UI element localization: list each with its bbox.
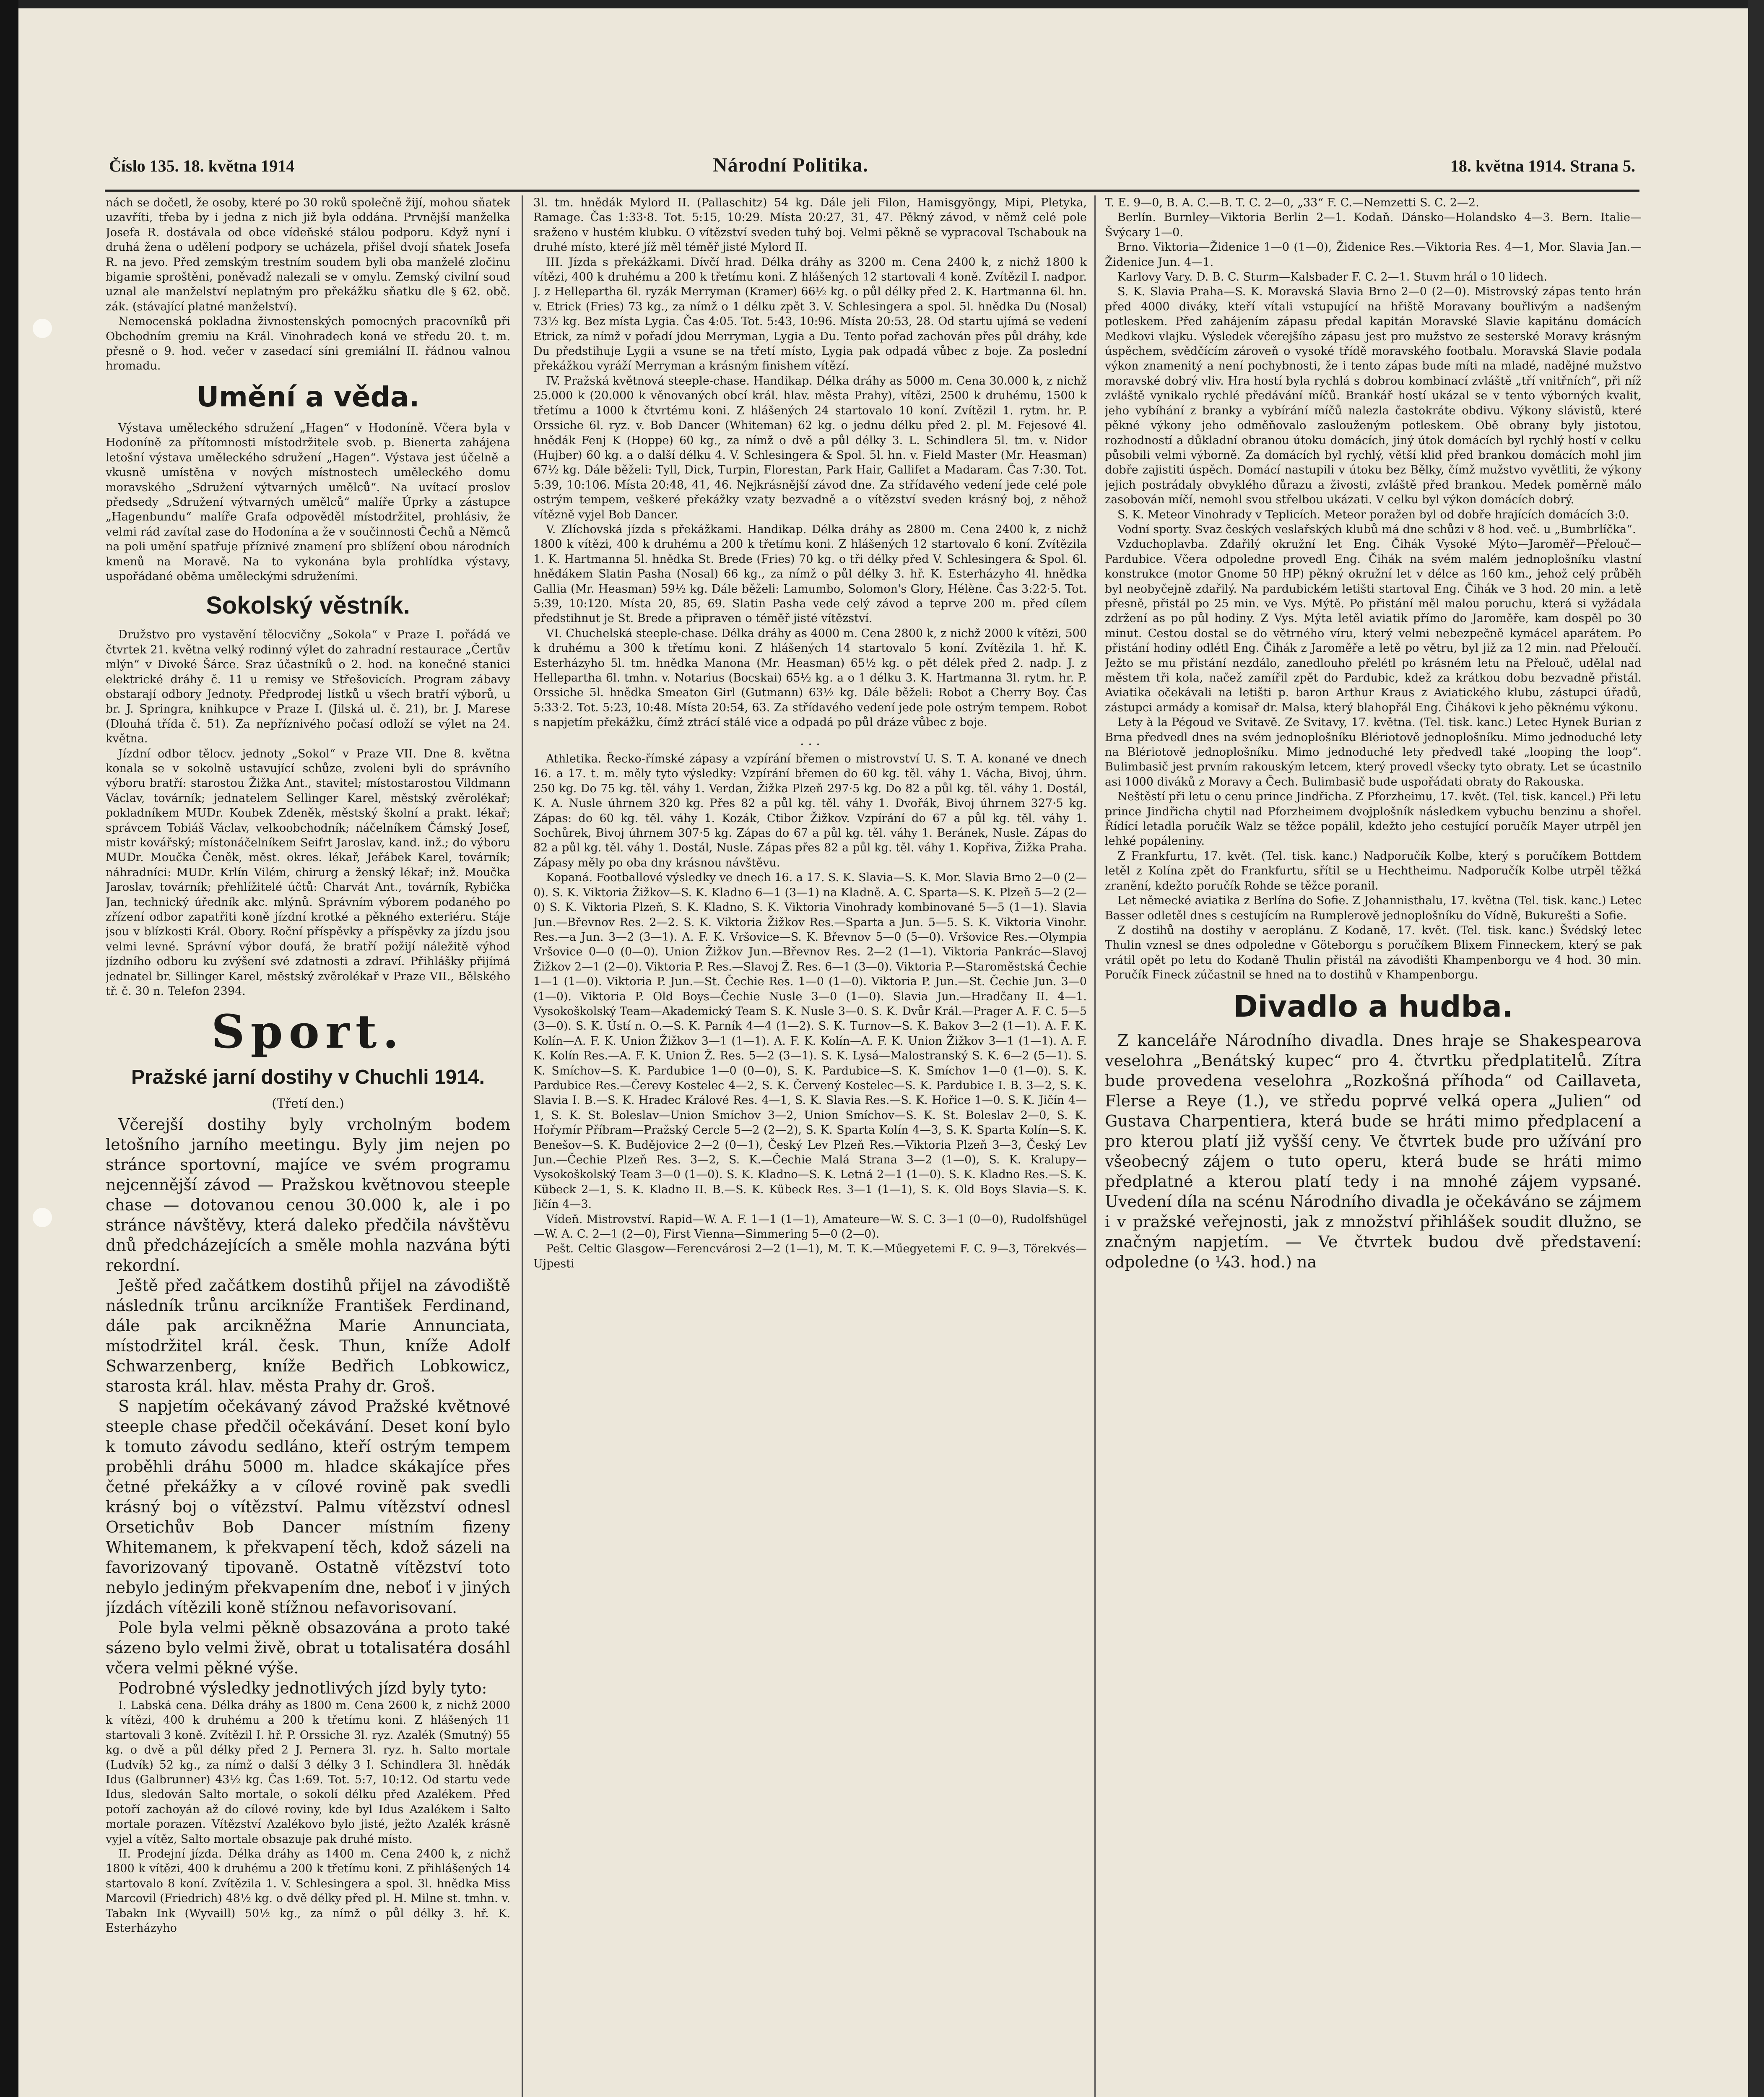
header-rule bbox=[105, 190, 1639, 192]
article-text: Neštěstí při letu o cenu prince Jindřicha. Z Pforzheimu, 17. květ. (Tel. tisk. kancel.) Při letu prince Jindřicha chytil nad Pforzheimem dvojplošník následkem vybuchu benzinu a shořel. Řídící letadla poručík Walz se těžce popálil, kdežto jeho cestující poručík Mayer utrpěl jen lehké popáleniny. bbox=[1105, 790, 1642, 848]
article-text: Vzduchoplavba. Zdařilý okružní let Eng. Čihák Vysoké Mýto—Jaroměř—Přelouč—Pardubice. Včera odpoledne provedl Eng. Čihák na svém malém jednoplošníku vlastní konstrukce (motor Gnome 50 HP) pěkný okružní let v délce as 160 km., jehož celý průběh byl neobyčejně zdařilý. Na pardubickém letišti startoval Eng. Čihák ve 3 hod. 20 min. a letě přesně, přistál po 25 min. ve Vys. Mýtě. Po přistání měl malou poruchu, která si vyžádala zdržení as po půl hodiny. Z Vys. Mýta letěl aviatik přímo do Jaroměře, kam dospěl po 30 minut. Cestou dostal se do větrného víru, který velmi nebezpečně kymácel aparátem. Po přistání hodiny odlétl Eng. Čihák z Jaroměře a letě po větru, byl již za 12 min. nad Přeloučí. Ježto se mu přistání nezdálo, zanedlouho přelétl po krásném letu na Přelouč, udělal nad městem tři kola, načež zamířil zpět do Pardubic, kdež za krátkou dobu bezvadně přistál. Aviatika očekávali na letišti p. baron Arthur Kraus z Aviatického klubu, zástupci úřadů, zástupci armády a komisař dr. Malsa, který blahopřál Eng. Čihákovi k jeho pěknému výkonu. bbox=[1105, 538, 1642, 714]
column-2 bbox=[533, 195, 1087, 2097]
page-header bbox=[109, 156, 1635, 185]
article-text: Karlovy Vary. D. B. C. Sturm—Kalsbader F. C. 2—1. Stuvm hrál o 10 lidech. bbox=[1117, 271, 1548, 284]
section-heading-sport: Sport. bbox=[211, 1004, 405, 1059]
scan-edge-left bbox=[0, 0, 18, 2097]
article-text: Nemocenská pokladna živnostenských pomocných pracovníků při Obchodním gremiu na Král. Vinohradech koná ve středu 20. t. m. přesně o 9. hod. večer v zasedací síni gremiální II. řádnou valnou hromadu. bbox=[106, 315, 510, 373]
punch-hole bbox=[33, 1208, 52, 1227]
article-lead: S napjetím očekávaný závod Pražské květnové steeple chase předčil očekávání. Deset koní bylo k tomuto závodu sedláno, kteří ostrým tempem proběhli dráhu 5000 m. hladce skákajíce přes četné překážky a v cílové rovině pak svedli krásný boj o vítězství. Palmu vítězství odnesl Orsetichův Bob Dancer místním fizeny Whitemanem, k překvapení těch, kdož sázeli na favorizovaný tipovaně. Ostatně vítězství toto nebylo jediným překvapením dne, neboť i v jiných jízdách vítězili koně stížnou nefavorisovaní. bbox=[106, 1397, 510, 1617]
section-heading-sokol: Sokolský věstník. bbox=[206, 592, 410, 619]
masthead-title: Národní Politika. bbox=[713, 154, 868, 176]
article-text: Let německé aviatika z Berlína do Sofie. Z Johannisthalu, 17. května (Tel. tisk. kanc.) Letec Basser odletěl dnes s cestujícím na Rumplerově jednoplošníku do Vídně, Bukurešti a Sofie. bbox=[1105, 894, 1642, 922]
article-text: Z dostihů na dostihy v aeroplánu. Z Kodaně, 17. květ. (Tel. tisk. kanc.) Švédský letec Thulin vznesl se dnes odpoledne v Göteborgu s poručíkem Blixem Finneckem, který se pak vrátil opět po letu do Kodaně Thulin přistál na závodišti Khampenborgu ve 4 hod. 30 min. Poručík Fineck zúčastnil se hned na to dostihů v Khampenborgu. bbox=[1105, 924, 1642, 982]
article-lead: Ještě před začátkem dostihů přijel na závodiště následník trůnu arcikníže František Ferdinand, dále pak arcikněžna Marie Annunciata, místodržitel král. česk. Thun, kníže Adolf Schwarzenberg, kníže Bedřich Lobkowicz, starosta král. hlav. města Prahy dr. Groš. bbox=[106, 1276, 510, 1395]
column-divider bbox=[522, 195, 523, 2097]
separator-dots: . . . bbox=[800, 733, 820, 748]
article-text: Výstava uměleckého sdružení „Hagen“ v Hodoníně. Včera byla v Hodoníně za přítomnosti místodržitele svob. p. Bienerta zahájena letošní výstava uměleckého sdružení „Hagen“. Výstava jest účelně a vkusně umístěna v nových místnostech uměleckého domu moravského „Sdružení výtvarných umělců“. Na uvítací proslov předsedy „Sdružení výtvarných umělců“ malíře Úprky a zástupce „Hagenbundu“ malíře Grafa odpověděl místodržitel, prohlásiv, že velmi rád zavítal zase do Hodonína a že v součinnosti Čechů a Němců na poli umění spatřuje příznivé znamení pro sblížení obou národních kmenů na Moravě. Na to vykonána byla prohlídka výstavy, uspořádané oběma uměleckými sdruženími. bbox=[106, 421, 510, 583]
article-text: Vídeň. Mistrovství. Rapid—W. A. F. 1—1 (1—1), Amateure—W. S. C. 3—1 (0—0), Rudolfshügel—W. A. C. 2—1 (2—0), First Vienna—Simmering 5—0 (2—0). bbox=[533, 1212, 1087, 1241]
article-text: Pešt. Celtic Glasgow—Ferencvárosi 2—2 (1—1), M. T. K.—Műegyetemi F. C. 9—3, Törekvés—Ujpesti bbox=[533, 1242, 1087, 1270]
issue-date: Číslo 135. 18. května 1914 bbox=[109, 156, 295, 175]
article-text: IV. Pražská květnová steeple-chase. Handikap. Délka dráhy as 5000 m. Cena 30.000 k, z nichž 25.000 k (20.000 k věnovaných obcí král. hlav. města Prahy), vítězi, 2500 k druhému, 1500 k třetímu a 1000 k čtvrtému koni. Z hlášených 24 startovalo 10 koní. Zvítězil 1. rytm. hr. P. Orssiche 6l. ryz. v. Bob Dancer (Whiteman) 62 kg. o jednu délku před 2. pl. M. Fejesové 4l. hnědák Fenj K (Hoppe) 60 kg., za nímž o dvě a půl délky 3. L. Schindlera 5l. tm. v. Nidor (Hujber) 60 kg. a o další délku 4. V. Schlesingera & Spol. 5l. hn. v. Field Master (Mr. Heasman) 67½ kg. Dále běželi: Tyll, Dick, Turpin, Florestan, Park Hair, Gallifet a Madaram. Čas 7:30. Tot. 5:39, 10:106. Místa 20:48, 41, 46. Nejkrásnější závod dne. Za střídavého vedení jede celé pole ostrým tempem, veškeré překážky vzaty bezvadně a o vítězství sveden krásný boj, z něhož vítězně vyjel Bob Dancer. bbox=[533, 374, 1087, 521]
article-text: 3l. tm. hnědák Mylord II. (Pallaschitz) 54 kg. Dále jeli Filon, Hamisgyöngy, Mipi, Pletyka, Ramage. Čas 1:33·8. Tot. 5:15, 10:29. Místa 20:27, 31, 47. Pěkný závod, v němž celé pole sraženo v hustém klubku. O vítězství sveden tuhý boj. Velmi pěkně se vypracoval Tschabouk na druhé místo, které jíž měl téměř jisté Mylord II. bbox=[533, 196, 1087, 254]
article-text: Jízdní odbor tělocv. jednoty „Sokol“ v Praze VII. Dne 8. května konala se v sokolně ustavující schůze, zvoleni byli do správního výboru bratří: starostou Žižka Ant., stavitel; místostarostou Vildmann Václav, továrník; jednatelem Sellinger Karel, městský zvěrolékař; pokladníkem MUDr. Koubek Zdeněk, městský školní a prakt. lékař; správcem Tobiáš Václav, velkoobchodník; náčelníkem Čámský Josef, mistr kovářský; místonáčelníkem Seifrt Jaroslav, kand. inž.; do výboru MUDr. Moučka Čeněk, měst. okres. lékař, Jeřábek Karel, továrník; náhradníci: MUDr. Krlín Vilém, chirurg a ženský lékař; inž. Moučka Jaroslav, továrník; přehlížitelé účtů: Charvát Ant., továrník, Rybička Jan, technický úředník akc. mlýnů. Správním výborem podaného po zřízení odbor zapatřiti koně jízdní krotké a pěkného exteriéru. Stáje jsou v blízkosti Král. Obory. Roční příspěvky a příspěvky za jízdu jsou velmi levné. Správní výbor doufá, že bratří požijí náležitě výhod jízdního odboru ku zvýšení své zdatnosti a zdraví. Přihlášky přijímá jednatel br. Sillinger Karel, městský zvěrolékař v Praze VII., Bělského tř. č. 30 n. Telefon 2394. bbox=[106, 747, 510, 998]
article-lead: Podrobné výsledky jednotlivých jízd byly tyto: bbox=[118, 1678, 487, 1697]
article-text: II. Prodejní jízda. Délka dráhy as 1400 m. Cena 2400 k, z nichž 1800 k vítězi, 400 k druhému a 200 k třetímu koni. Z přihlášených 14 startovalo 8 koní. Zvítězila 1. V. Schlesingera a spol. 3l. hnědka Miss Marcovil (Friedrich) 48½ kg. o dvě délky před pl. H. Milne st. tmhn. v. Tabakn Ink (Wyvaill) 50½ kg., za nímž o půl délky 3. hř. K. Esterházyho bbox=[106, 1847, 510, 1935]
article-text: VI. Chuchelská steeple-chase. Délka dráhy as 4000 m. Cena 2800 k, z nichž 2000 k vítězi, 500 k druhému a 300 k třetímu koni. Z hlášených 14 startovalo 5 koní. Zvítězila 1. hř. K. Esterházyho 5l. tm. hnědka Manona (Mr. Heasman) 65½ kg. o pět délek před 2. nadp. J. z Hellepartha 6l. tmhn. v. Notarius (Bocskai) 65½ kg. a o 1 délku 3. K. Hartmanna 3l. rytm. hr. P. Orssiche 5l. hnědka Smeaton Girl (Gutmann) 63½ kg. Dále běželi: Robot a Cherry Boy. Čas 5:33·2. Tot. 5:23, 10:48. Místa 20:54, 63. Za střídavého vedení jede pole ostrým tempem. Robot s napjetím překážku, čímž ztrácí stálé vice a odpadá po půl dráze vůbec z boje. bbox=[533, 627, 1087, 729]
article-text: Z kanceláře Národního divadla. Dnes hraje se Shakespearova veselohra „Benátský kupec“ pro 4. čtvrtku předplatitelů. Zítra bude provedena veselohra „Rozkošná příhoda“ od Caillaveta, Flerse a Reye (1.), ve středu poprvé velká opera „Julien“ od Gustava Charpentiera, která bude se hráti mimo předplacení a pro kterou platí již vyšší ceny. Ve čtvrtek bude pro užívání pro všeobecný zájem o tuto operu, která bude se hráti mimo předplatné a kterou platí tedy i na mnohé zájem vypsané. Uvedení díla na scénu Národního divadla je očekáváno se zájmem i v pražské veřejnosti, jak z množství přihlášek soudit dlužno, se značným napjetím. — Ve čtvrtek budou dvě představení: odpoledne (o ¼3. hod.) na bbox=[1105, 1031, 1642, 1271]
article-text: nách se dočetl, že osoby, které po 30 roků společně žijí, mohou sňatek uzavříti, třeba by i jedna z nich již byla oddána. Prvnější manželka Josefa R. dostávala od obce vídeňské stálou podporu. Když nyní i druhá žena o udělení podpory se ucházela, přišel dvojí sňatek Josefa R. na jevo. Před zemským trestním soudem byli oba manželé zločinu bigamie sproštěni, poněvadž nalezali se v omylu. Zemský civilní soud uznal ale manželství neplatným pro překážku sňatku dle § 62. obč. zák. (stávající platné manželství). bbox=[106, 196, 510, 313]
scan-edge-right bbox=[1748, 0, 1764, 2097]
punch-hole bbox=[33, 319, 52, 338]
article-headline: Pražské jarní dostihy v Chuchli 1914. bbox=[131, 1066, 485, 1088]
article-subtitle: (Třetí den.) bbox=[272, 1096, 344, 1111]
section-heading-divadlo: Divadlo a hudba. bbox=[1233, 989, 1513, 1024]
article-text: Z Frankfurtu, 17. květ. (Tel. tisk. kanc.) Nadporučík Kolbe, který s poručíkem Bottdem letěl z Kolína zpět do Frankfurtu, sřítil se u Hechtheimu. Nadporučík Kolbe utrpěl těžká zranění, kdežto poručík Rohde se těžce poranil. bbox=[1105, 849, 1642, 892]
article-text: Družstvo pro vystavění tělocvičny „Sokola“ v Praze I. pořádá ve čtvrtek 21. května velký rodinný výlet do zahradní restaurace „Čertův mlýn“ v Divoké Šárce. Sraz účastníků o 2. hod. na konečné stanici elektrické dráhy č. 11 u remisy ve Střešovicích. Program zábavy obstarají odbory Jednoty. Předprodej lístků u všech bratří výborů, u br. J. Springra, knihkupce v Praze I. (Jilská ul. č. 21), br. J. Marese (Dlouhá třída č. 51). Za nepříznivého počasí odloží se výlet na 24. května. bbox=[106, 628, 510, 746]
article-lead: Včerejší dostihy byly vrcholným bodem letošního jarního meetingu. Byly jim nejen po stránce sportovní, majíce ve svém programu nejcennější závod — Pražskou květnovou steeple chase — dotovanou cenou 30.000 k, ale i po stránce návštěvy, která daleko předčila návštěvu dnů předcházejících a směle mohla nazvána býti rekordní. bbox=[106, 1115, 510, 1275]
section-heading-umeni: Umění a věda. bbox=[196, 380, 420, 413]
article-text: Vodní sporty. Svaz českých veslařských klubů má dne schůzi v 8 hod. več. u „Bumbrlíčka“. bbox=[1117, 523, 1636, 536]
article-text: III. Jízda s překážkami. Dívčí hrad. Délka dráhy as 3200 m. Cena 2400 k, z nichž 1800 k vítězi, 400 k druhému a 200 k třetímu koni. Z hlášených 12 startovali 4 koně. Zvítězil I. nadpor. J. z Hellepartha 6l. ryzák Merryman (Kramer) 66½ kg. o půl délky před 2. K. Hartmanna 6l. hn. v. Etrick (Fries) 73 kg., za nímž o 1 délku zpět 3. V. Schlesingera a spol. 5l. hnědka Du (Nosal) 73½ kg. Bez místa Lygia. Čas 4:05. Tot. 5:43, 10:96. Místa 20:53, 28. Od startu ujímá se vedení Etrick, za nímž v pořadí jdou Merryman, Lygia a Du. Tento pořad zachován přes půl dráhy, kde Du předstihuje Lygii a vsune se na třetí místo, Lygia pak odpadá vůbec z boje. Za poslední překážkou vyráží Merryman a krásným finishem vítězí. bbox=[533, 255, 1087, 373]
column-divider bbox=[1094, 195, 1096, 2097]
article-text: V. Zlíchovská jízda s překážkami. Handikap. Délka dráhy as 2800 m. Cena 2400 k, z nichž 1800 k vítězi, 400 k druhému a 200 k třetímu koni. Z hlášených 12 startovalo 6 koní. Zvítězila 1. K. Hartmanna 5l. hnědka St. Brede (Fries) 70 kg. o tři délky před V. Schlesingera & Spol. 6l. hnědákem Slatin Pasha (Nosal) 66 kg., za nímž o půl délky 3. hř. K. Esterházyho 4l. hnědka Gallia (Mr. Heasman) 59½ kg. Dále běželi: Lamumbo, Solomon's Glory, Hélène. Čas 3:22·5. Tot. 5:39, 10:120. Místa 20, 85, 69. Slatin Pasha vede celý závod a teprve 200 m. před cílem předstihnut je St. Brede a připraven o téměř jisté vítězství. bbox=[533, 523, 1087, 625]
article-text: Athletika. Řecko-římské zápasy a vzpírání břemen o mistrovství U. S. T. A. konané ve dnech 16. a 17. t. m. měly tyto výsledky: Vzpírání břemen do 60 kg. těl. váhy 1. Vácha, Bivoj, úhrn. 250 kg. Do 75 kg. těl. váhy 1. Verdan, Žižka Plzeň 297·5 kg. Do 82 a půl kg. těl. váhy 1. Dostál, K. A. Nusle úhrnem 320 kg. Přes 82 a půl kg. těl. váhy 1. Dvořák, Bivoj úhrnem 327·5 kg. Zápas: do 60 kg. těl. váhy 1. Kozák, Ctibor Žižkov. Vzpírání do 67 a půl kg. těl. váhy 1. Sochůrek, Bivoj úhrnem 307·5 kg. Zápas do 67 a půl kg. těl. váhy 1. Beránek, Nusle. Zápas do 82 a půl kg. těl. váhy 1. Dostál, Nusle. Zápas přes 82 a půl kg. těl. váhy 1. Kopřiva, Žižka Praha. Zápasy měly po oba dny krásnou návštěvu. bbox=[533, 752, 1087, 869]
article-lead: Pole byla velmi pěkně obsazována a proto také sázeno bylo velmi živě, obrat u totalisatéra dosáhl včera velmi pěkné výše. bbox=[106, 1618, 510, 1677]
article-text: Berlín. Burnley—Viktoria Berlin 2—1. Kodaň. Dánsko—Holandsko 4—3. Bern. Italie—Švýcary 1—0. bbox=[1105, 211, 1642, 239]
article-text: Lety à la Pégoud ve Svitavě. Ze Svitavy, 17. května. (Tel. tisk. kanc.) Letec Hynek Burian z Brna předvedl dnes na svém jednoplošníku Blériotově jednoplošníku. Mimo jednoduché lety na Blériotově jednoplošníku. Mimo jednoduché lety předvedl také „looping the loop“. Bulimbasič jest prvním rakouským letcem, který provedl všecky tyto obraty. Let se úcastnilo asi 1000 diváků z Moravy a Čech. Bulimbasič bude uspořádati obraty do Rakouska. bbox=[1105, 716, 1642, 788]
article-text: S. K. Meteor Vinohrady v Teplicích. Meteor poražen byl od dobře hrajících domácích 3:0. bbox=[1117, 508, 1629, 521]
column-3 bbox=[1105, 195, 1642, 2097]
column-1 bbox=[106, 195, 510, 2097]
page-number: 18. května 1914. Strana 5. bbox=[1450, 156, 1635, 175]
article-text: Brno. Viktoria—Židenice 1—0 (1—0), Židenice Res.—Viktoria Res. 4—1, Mor. Slavia Jan.—Židenice Jun. 4—1. bbox=[1105, 241, 1642, 269]
article-text: T. E. 9—0, B. A. C.—B. T. C. 2—0, „33“ F. C.—Nemzetti S. C. 2—2. bbox=[1105, 196, 1479, 209]
article-text: S. K. Slavia Praha—S. K. Moravská Slavia Brno 2—0 (2—0). Mistrovský zápas tento hrán před 4000 diváky, kteří vítali vstupující na hřiště Moravany bouřlivým a nadšeným potleskem. Před zahájením zápasu předal kapitán Moravské Slavie kapitánu domácích Medkovi vlajku. Výsledek včerejšího zápasu jest pro mužstvo ze sesterské Moravy krásným úspěchem, svědčícím zároveň o vysoké třídě moravského footbalu. Moravská Slavie podala výkon znamenitý a není pochybnosti, že i tento zápas bude míti na mladé, nadějné mužstvo moravské dobrý vliv. Hra hostí byla rychlá s dobrou kombinací zvláště „tří vnitřních“, při níž zvláště vynikalo rychlé předávání míčů. Brankář hostí ukázal se v tento výborných kvalit, jeho vybíhání z branky a vybírání míčů nalezla častokráte obdivu. Výkony slávistů, které pěkné výkony jeho odměňovalo zaslouženým potleskem. Obě obrany byly jistotou, rozhodností a důkladní obranou útoku domácích, jiný útok domácích byl rychlý hostí v celku působili velmi výborně. Za domácích byl rychlý, větší klid před brankou domácích mohl jim dobře zajistiti úspěch. Domácí nastupili v útoku bez Bělky, čímž mužstvo vyvětliti, že výkony jejich postrádaly obvyklého důrazu a živosti, zvláště před brankou. Medek poměrně málo zasobován míčí, nemohl svou střelbou ukázati. V celku byl výkon domácích dobrý. bbox=[1105, 285, 1642, 507]
article-text: Kopaná. Footballové výsledky ve dnech 16. a 17. S. K. Slavia—S. K. Mor. Slavia Brno 2—0 (2—0). S. K. Viktoria Žižkov—S. K. Kladno 6—1 (3—1) na Kladně. A. C. Sparta—S. K. Plzeň 5—2 (2—0) S. K. Viktoria Plzeň, S. K. Kladno, S. K. Viktoria Vinohrady kombinované 5—5 (1—1). Slavia Jun.—Břevnov Res. 2—2. S. K. Viktoria Žižkov Res.—Sparta a Jun. 5—5. S. K. Viktoria Vinohr. Res.—a Jun. 3—2 (3—1). A. F. K. Vršovice—S. K. Břevnov 5—0 (5—0). Vršovice Res.—Olympia Vršovice 0—0 (0—0). Union Žižkov Jun.—Břevnov Res. 2—2 (1—1). Viktoria Pankrác—Slavoj Žižkov 2—1 (2—0). Viktoria P. Res.—Slavoj Ž. Res. 6—1 (3—0). Viktoria P.—Staroměstská Čechie 1—1 (1—0). Viktoria P. Jun.—St. Čechie Res. 1—0 (1—0). Viktoria P. Jun.—St. Čechie Jun. 3—0 (1—0). Viktoria P. Old Boys—Čechie Nusle 3—0 (1—0). Slavia Jun.—Hradčany II. 4—1. Vysokoškolský Team—Akademický Team S. K. Nusle 3—0. S. K. Dvůr Král.—Prager A. F. C. 5—5 (3—0). S. K. Ústí n. O.—S. K. Parník 4—4 (1—2). S. K. Turnov—S. K. Bakov 3—2 (1—1). A. F. K. Kolín—A. F. K. Union Žižkov 3—1 (1—1). A. F. K. Kolín—A. F. K. Union Žižkov 3—1 (1—1). A. F. K. Kolín Res.—A. F. K. Union Ž. Res. 5—2 (3—1). S. K. Lysá—Malostranský S. K. 6—2 (5—1). S. K. Smíchov—S. K. Pardubice 1—0 (0—0), S. K. Pardubice—S. K. Smíchov 1—0 (1—0). S. K. Pardubice Res.—Čerevy Kostelec 4—2, S. K. Červený Kostelec—S. K. Pardubice I. B. 3—2, S. K. Slavia I. B.—S. K. Hradec Králové Res. 4—1, S. K. Slavia Res.—S. K. Hořice 1—0. S. K. Jičín 4—1, S. K. St. Boleslav—Union Smíchov 3—2, Union Smíchov—S. K. St. Boleslav 2—0, S. K. Hořymír Příbram—Pražský Cercle 5—2 (2—2), S. K. Sparta Kolín 4—3, S. K. Sparta Kolín—S. K. Benešov—S. K. Budějovice 2—2 (0—1), Český Lev Plzeň Res.—Viktoria Plzeň 3—3, Český Lev Jun.—Čechie Plzeň Res. 3—2, S. K.—Čechie Malá Strana 3—2 (1—0), S. K. Kralupy—Vysokoškolský Team 3—0 (1—0). S. K. Kladno—S. K. Letná 2—1 (1—0). S. K. Kladno Res.—S. K. Kübeck 2—1, S. K. Kladno II. B.—S. K. Kübeck Res. 3—1 (1—1), S. K. Old Boys Slavia—S. K. Jičín 4—3. bbox=[533, 871, 1087, 1211]
article-text: I. Labská cena. Délka dráhy as 1800 m. Cena 2600 k, z nichž 2000 k vítězi, 400 k druhému a 200 k třetímu koni. Z hlášených 11 startovali 3 koně. Zvítězil I. hř. P. Orssiche 3l. ryz. Azalék (Smutný) 55 kg. o dvě a půl délky před 2 J. Pernera 3l. ryz. h. Salto mortale (Ludvík) 52 kg., za nímž o další 3 délky 3 I. Schindlera 3l. hnědák Idus (Galbrunner) 43½ kg. Čas 1:69. Tot. 5:7, 10:12. Od startu vede Idus, sledován Salto mortale, o sokolí délku před Azalékem. Před potoří zachoyán až do cílové roviny, kde byl Idus Azalékem i Salto mortale porazen. Vítězství Azalékovo bylo jisté, ježto Azalék krásně vyjel a vítěz, Salto mortale obsazuje pak druhé místo. bbox=[106, 1699, 510, 1846]
scan-edge-top bbox=[0, 0, 1764, 8]
